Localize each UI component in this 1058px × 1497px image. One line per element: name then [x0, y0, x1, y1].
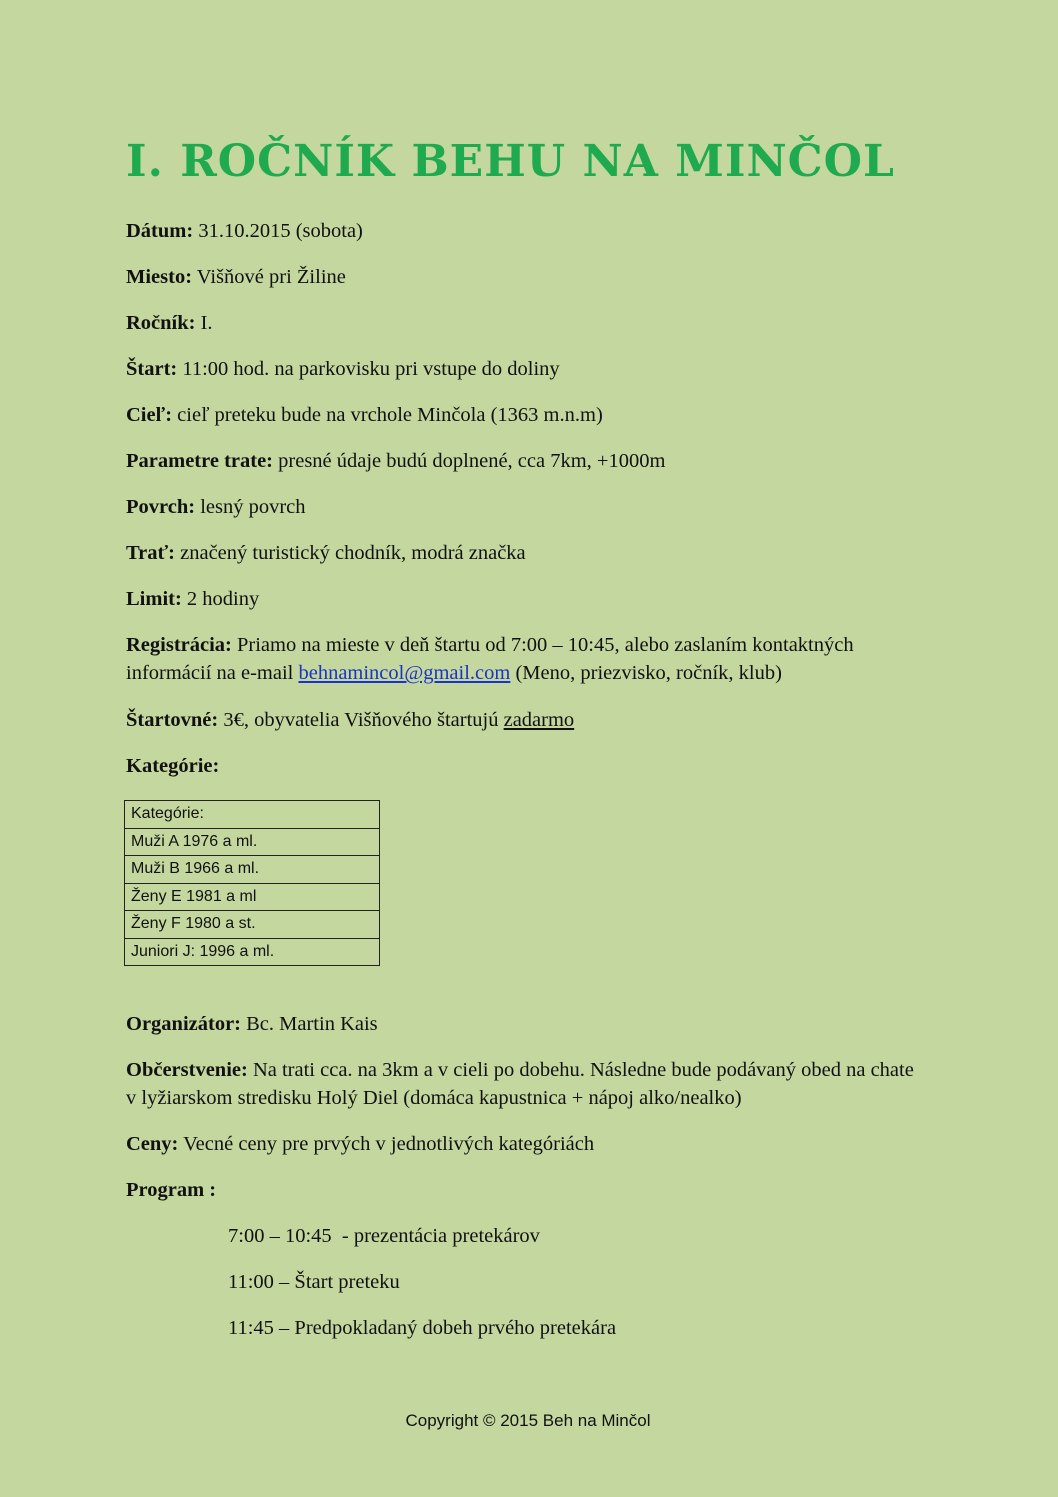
field-value: Vecné ceny pre prvých v jednotlivých kategóriách — [178, 1133, 595, 1155]
table-cell: Ženy F 1980 a st. — [125, 911, 380, 939]
field-value: lesný povrch — [195, 496, 306, 518]
field-value: 11:00 hod. na parkovisku pri vstupe do doliny — [177, 358, 560, 380]
table-row — [125, 828, 380, 856]
program-item: 11:00 – Štart preteku — [228, 1271, 400, 1293]
table-header-cell: Kategórie: — [125, 801, 380, 829]
table-row — [125, 856, 380, 884]
field-program — [126, 1176, 926, 1204]
field-miesto — [126, 263, 926, 291]
field-obcerstvenie — [126, 1056, 926, 1112]
table-cell: Muži A 1976 a ml. — [125, 828, 380, 856]
field-value: cieľ preteku bude na vrchole Minčola (1363 m.n.m) — [172, 404, 603, 426]
field-value: Bc. Martin Kais — [241, 1013, 378, 1035]
field-value: presné údaje budú doplnené, cca 7km, +1000m — [273, 450, 666, 472]
field-label: Registrácia: — [126, 634, 232, 656]
page-title: I. ROČNÍK BEHU NA MINČOL — [126, 136, 895, 187]
field-value: Višňové pri Žiline — [192, 266, 346, 288]
field-value: 31.10.2015 (sobota) — [193, 220, 363, 242]
footer-text: Copyright © 2015 Beh na Minčol — [405, 1411, 651, 1430]
field-organizator — [126, 1010, 926, 1038]
field-label: Štartovné: — [126, 709, 219, 731]
field-parametre-trate — [126, 447, 926, 475]
field-value: 3€, obyvatelia Višňového štartujú — [218, 709, 504, 731]
field-ciel — [126, 401, 926, 429]
field-label: Štart: — [126, 358, 178, 380]
field-trat — [126, 539, 926, 567]
field-kategorie — [126, 752, 926, 780]
field-povrch — [126, 493, 926, 521]
categories-table — [124, 800, 380, 966]
table-cell: Ženy E 1981 a ml — [125, 883, 380, 911]
field-label: Limit: — [126, 588, 182, 610]
email-link[interactable]: behnamincol@gmail.com — [298, 662, 511, 684]
field-label: Trať: — [126, 542, 176, 564]
field-label: Kategórie: — [126, 755, 220, 777]
program-item: 7:00 – 10:45 - prezentácia pretekárov — [228, 1225, 540, 1247]
field-value-suffix: (Meno, priezvisko, ročník, klub) — [510, 662, 782, 684]
field-startovne — [126, 706, 926, 734]
table-header-row — [125, 801, 380, 829]
field-rocnik — [126, 309, 926, 337]
program-item: 11:45 – Predpokladaný dobeh prvého pretekára — [228, 1317, 617, 1339]
free-note: zadarmo — [503, 709, 575, 731]
field-value: I. — [195, 312, 213, 334]
field-label: Program : — [126, 1179, 217, 1201]
field-value: 2 hodiny — [181, 588, 260, 610]
field-label: Dátum: — [126, 220, 194, 242]
table-row — [125, 938, 380, 966]
table-cell: Muži B 1966 a ml. — [125, 856, 380, 884]
field-label: Cieľ: — [126, 404, 173, 426]
field-label: Miesto: — [126, 266, 193, 288]
field-value: značený turistický chodník, modrá značka — [175, 542, 526, 564]
field-label: Parametre trate: — [126, 450, 274, 472]
field-value: Na trati cca. na 3km a v cieli po dobehu. Následne bude podávaný obed na chate v lyžiarskom stredisku Holý Diel (domáca kapustnica + nápoj alko/nealko) — [126, 1059, 914, 1109]
footer-copyright — [0, 1411, 1058, 1431]
field-label: Povrch: — [126, 496, 196, 518]
field-label: Ročník: — [126, 312, 196, 334]
table-row — [125, 911, 380, 939]
field-label: Ceny: — [126, 1133, 179, 1155]
field-start — [126, 355, 926, 383]
table-row — [125, 883, 380, 911]
field-registracia — [126, 631, 926, 687]
field-label: Občerstvenie: — [126, 1059, 248, 1081]
field-limit — [126, 585, 926, 613]
field-label: Organizátor: — [126, 1013, 241, 1035]
table-cell: Juniori J: 1996 a ml. — [125, 938, 380, 966]
field-ceny — [126, 1130, 926, 1158]
field-value: Priamo na mieste v deň štartu od 7:00 – 10:45, alebo zaslaním kontaktných informácií na e-mail — [126, 634, 854, 684]
field-datum — [126, 217, 926, 245]
